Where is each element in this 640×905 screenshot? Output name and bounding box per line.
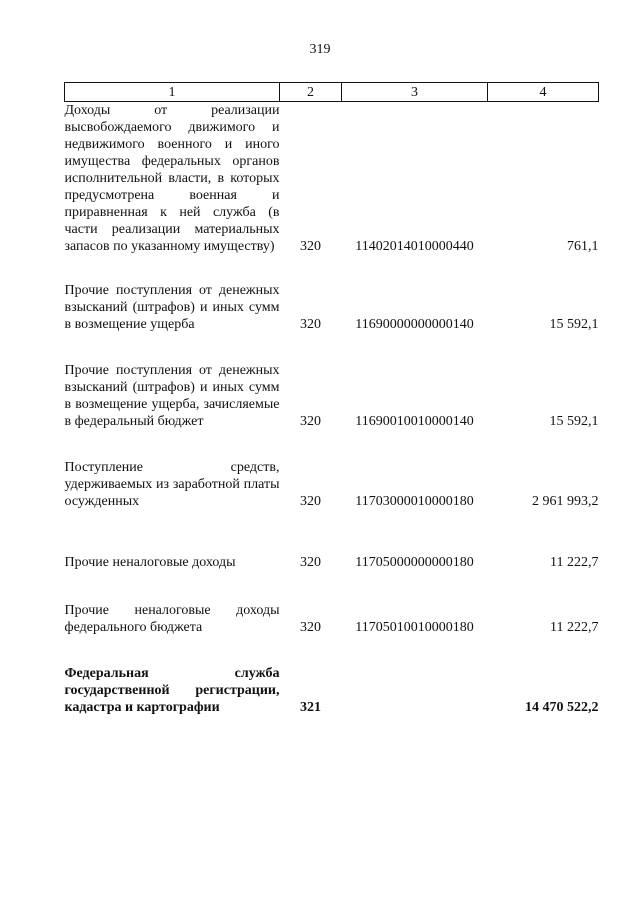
row-amount: 11 222,7 (550, 555, 599, 570)
row-admin-code: 320 (300, 239, 321, 254)
row-amount: 14 470 522,2 (525, 700, 599, 715)
row-name: Прочие неналоговые доходы (64, 555, 236, 570)
row-admin-code: 320 (300, 494, 321, 509)
row-name: Прочие поступления от денежных взысканий (штрафов) и иных сумм в возмещение ущерба (64, 283, 280, 332)
row-admin-code: 320 (300, 414, 321, 429)
table-row (65, 554, 599, 571)
row-name: Поступление средств, удерживаемых из заработной платы осужденных (64, 460, 280, 509)
row-amount: 2 961 993,2 (532, 494, 599, 509)
table-row (65, 282, 599, 333)
row-name: Прочие поступления от денежных взысканий (штрафов) и иных сумм в возмещение ущерба, зачисляемые в федеральный бюджет (64, 363, 280, 429)
row-classification-code: 11705010010000180 (355, 620, 474, 635)
row-name: Прочие неналоговые доходы федерального бюджета (64, 603, 280, 635)
row-name: Доходы от реализации высвобождаемого движимого и недвижимого военного и иного имущества федеральных органов исполнительной власти, в которых предусмотрена военная и приравненная к ней служба (в части реализации материальных запасов по указанному имуществу) (64, 103, 280, 254)
table-row (65, 665, 599, 716)
row-amount: 11 222,7 (550, 620, 599, 635)
row-admin-code: 320 (300, 555, 321, 570)
budget-table (64, 82, 599, 716)
row-admin-code: 320 (300, 317, 321, 332)
header-col-4: 4 (488, 83, 599, 102)
row-admin-code: 321 (300, 700, 321, 715)
row-classification-code: 11690010010000140 (355, 414, 474, 429)
row-amount: 15 592,1 (549, 414, 599, 429)
row-classification-code: 11703000010000180 (355, 494, 474, 509)
row-amount: 761,1 (567, 239, 599, 254)
row-name: Федеральная служба государственной регистрации, кадастра и картографии (64, 666, 280, 715)
header-col-2: 2 (280, 83, 342, 102)
row-classification-code (342, 665, 488, 716)
header-col-3: 3 (342, 83, 488, 102)
row-classification-code: 11402014010000440 (355, 239, 474, 254)
table-row (65, 102, 599, 256)
page-number: 319 (309, 42, 331, 57)
table-row (65, 602, 599, 636)
header-row (65, 83, 599, 102)
table-row (65, 362, 599, 430)
table-row (65, 459, 599, 510)
row-amount: 15 592,1 (549, 317, 599, 332)
row-admin-code: 320 (300, 620, 321, 635)
header-col-1: 1 (65, 83, 280, 102)
row-classification-code: 11705000000000180 (355, 555, 474, 570)
row-classification-code: 11690000000000140 (355, 317, 474, 332)
